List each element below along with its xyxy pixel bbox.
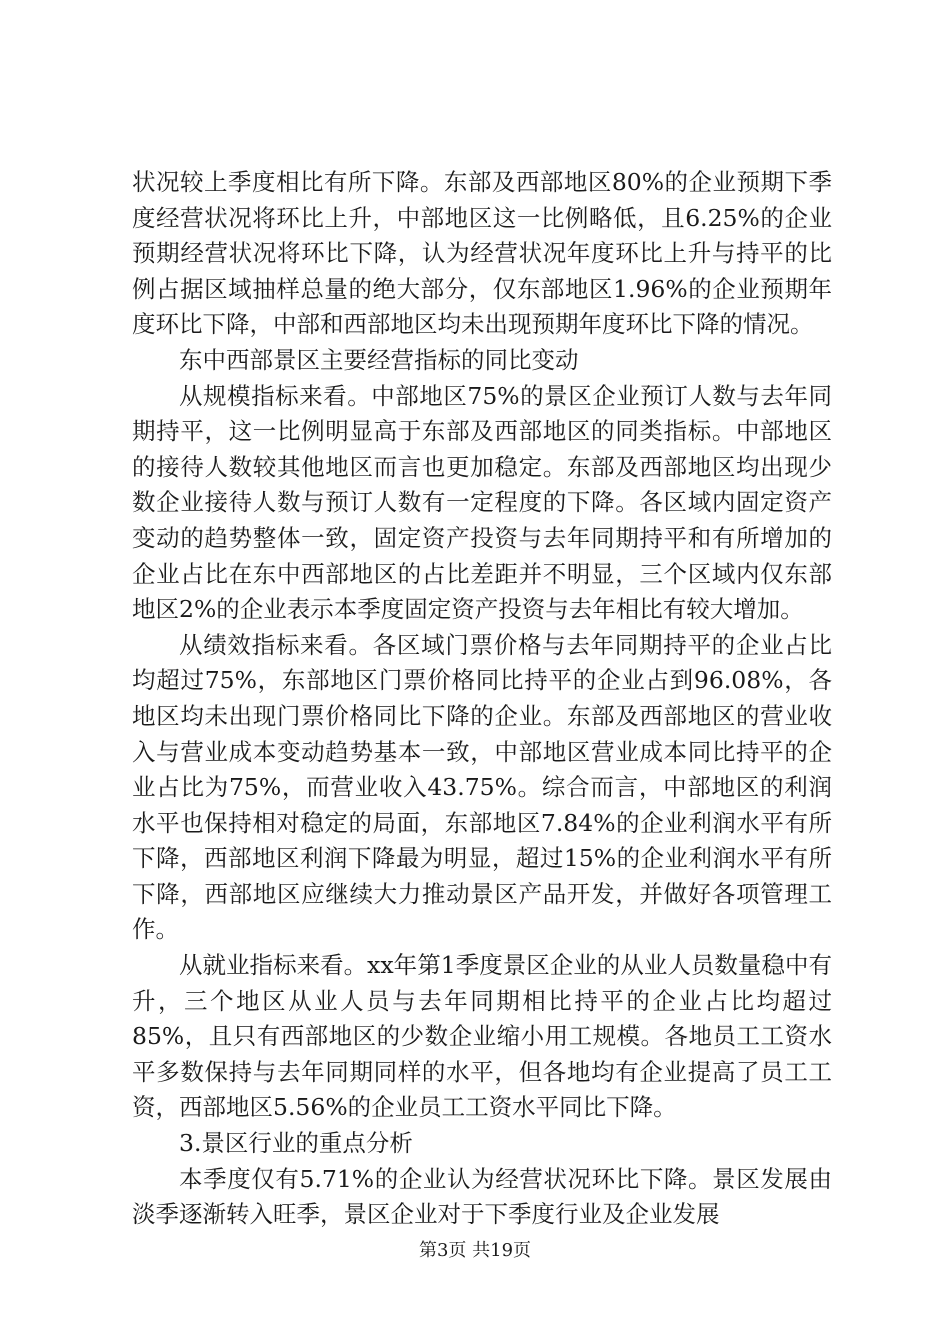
paragraph-employment-indicators: 从就业指标来看。xx年第1季度景区企业的从业人员数量稳中有升，三个地区从业人员与去年同期相比持平的企业占比均超过85%，且只有西部地区的少数企业缩小用工规模。各地员工工资水平多数保持与去年同期同样的水平，但各地均有企业提高了员工工资，西部地区5.56%的企业员工工资水平同比下降。 — [132, 951, 832, 1122]
section-heading-key-analysis: 3.景区行业的重点分析 — [179, 1129, 413, 1158]
paragraph-scale-indicators: 从规模指标来看。中部地区75%的景区企业预订人数与去年同期持平，这一比例明显高于东部及西部地区的同类指标。中部地区的接待人数较其他地区而言也更加稳定。东部及西部地区均出现少数企业接待人数与预订人数有一定程度的下降。各区域内固定资产变动的趋势整体一致，固定资产投资与去年同期持平和有所增加的企业占比在东中西部地区的占比差距并不明显，三个区域内仅东部地区2%的企业表示本季度固定资产投资与去年相比有较大增加。 — [132, 381, 832, 624]
paragraph-performance-indicators: 从绩效指标来看。各区域门票价格与去年同期持平的企业占比均超过75%，东部地区门票价格同比持平的企业占到96.08%，各地区均未出现门票价格同比下降的企业。东部及西部地区的营业收入与营业成本变动趋势基本一致，中部地区营业成本同比持平的企业占比为75%，而营业收入43.75%。综合而言，中部地区的利润水平也保持相对稳定的局面，东部地区7.84%的企业利润水平有所下降，西部地区利润下降最为明显，超过15%的企业利润水平有所下降，西部地区应继续大力推动景区产品开发，并做好各项管理工作。 — [132, 630, 832, 944]
section-heading-regional-indicators: 东中西部景区主要经营指标的同比变动 — [179, 345, 579, 374]
paragraph-continuation: 状况较上季度相比有所下降。东部及西部地区80%的企业预期下季度经营状况将环比上升，中部地区这一比例略低，且6.25%的企业预期经营状况将环比下降，认为经营状况年度环比上升与持平的比例占据区域抽样总量的绝大部分，仅东部地区1.96%的企业预期年度环比下降，中部和西部地区均未出现预期年度环比下降的情况。 — [132, 168, 832, 339]
page-footer: 第3页 共19页 — [418, 1240, 532, 1261]
document-body — [132, 165, 832, 1233]
paragraph-key-analysis: 本季度仅有5.71%的企业认为经营状况环比下降。景区发展由淡季逐渐转入旺季，景区企业对于下季度行业及企业发展 — [132, 1164, 832, 1229]
